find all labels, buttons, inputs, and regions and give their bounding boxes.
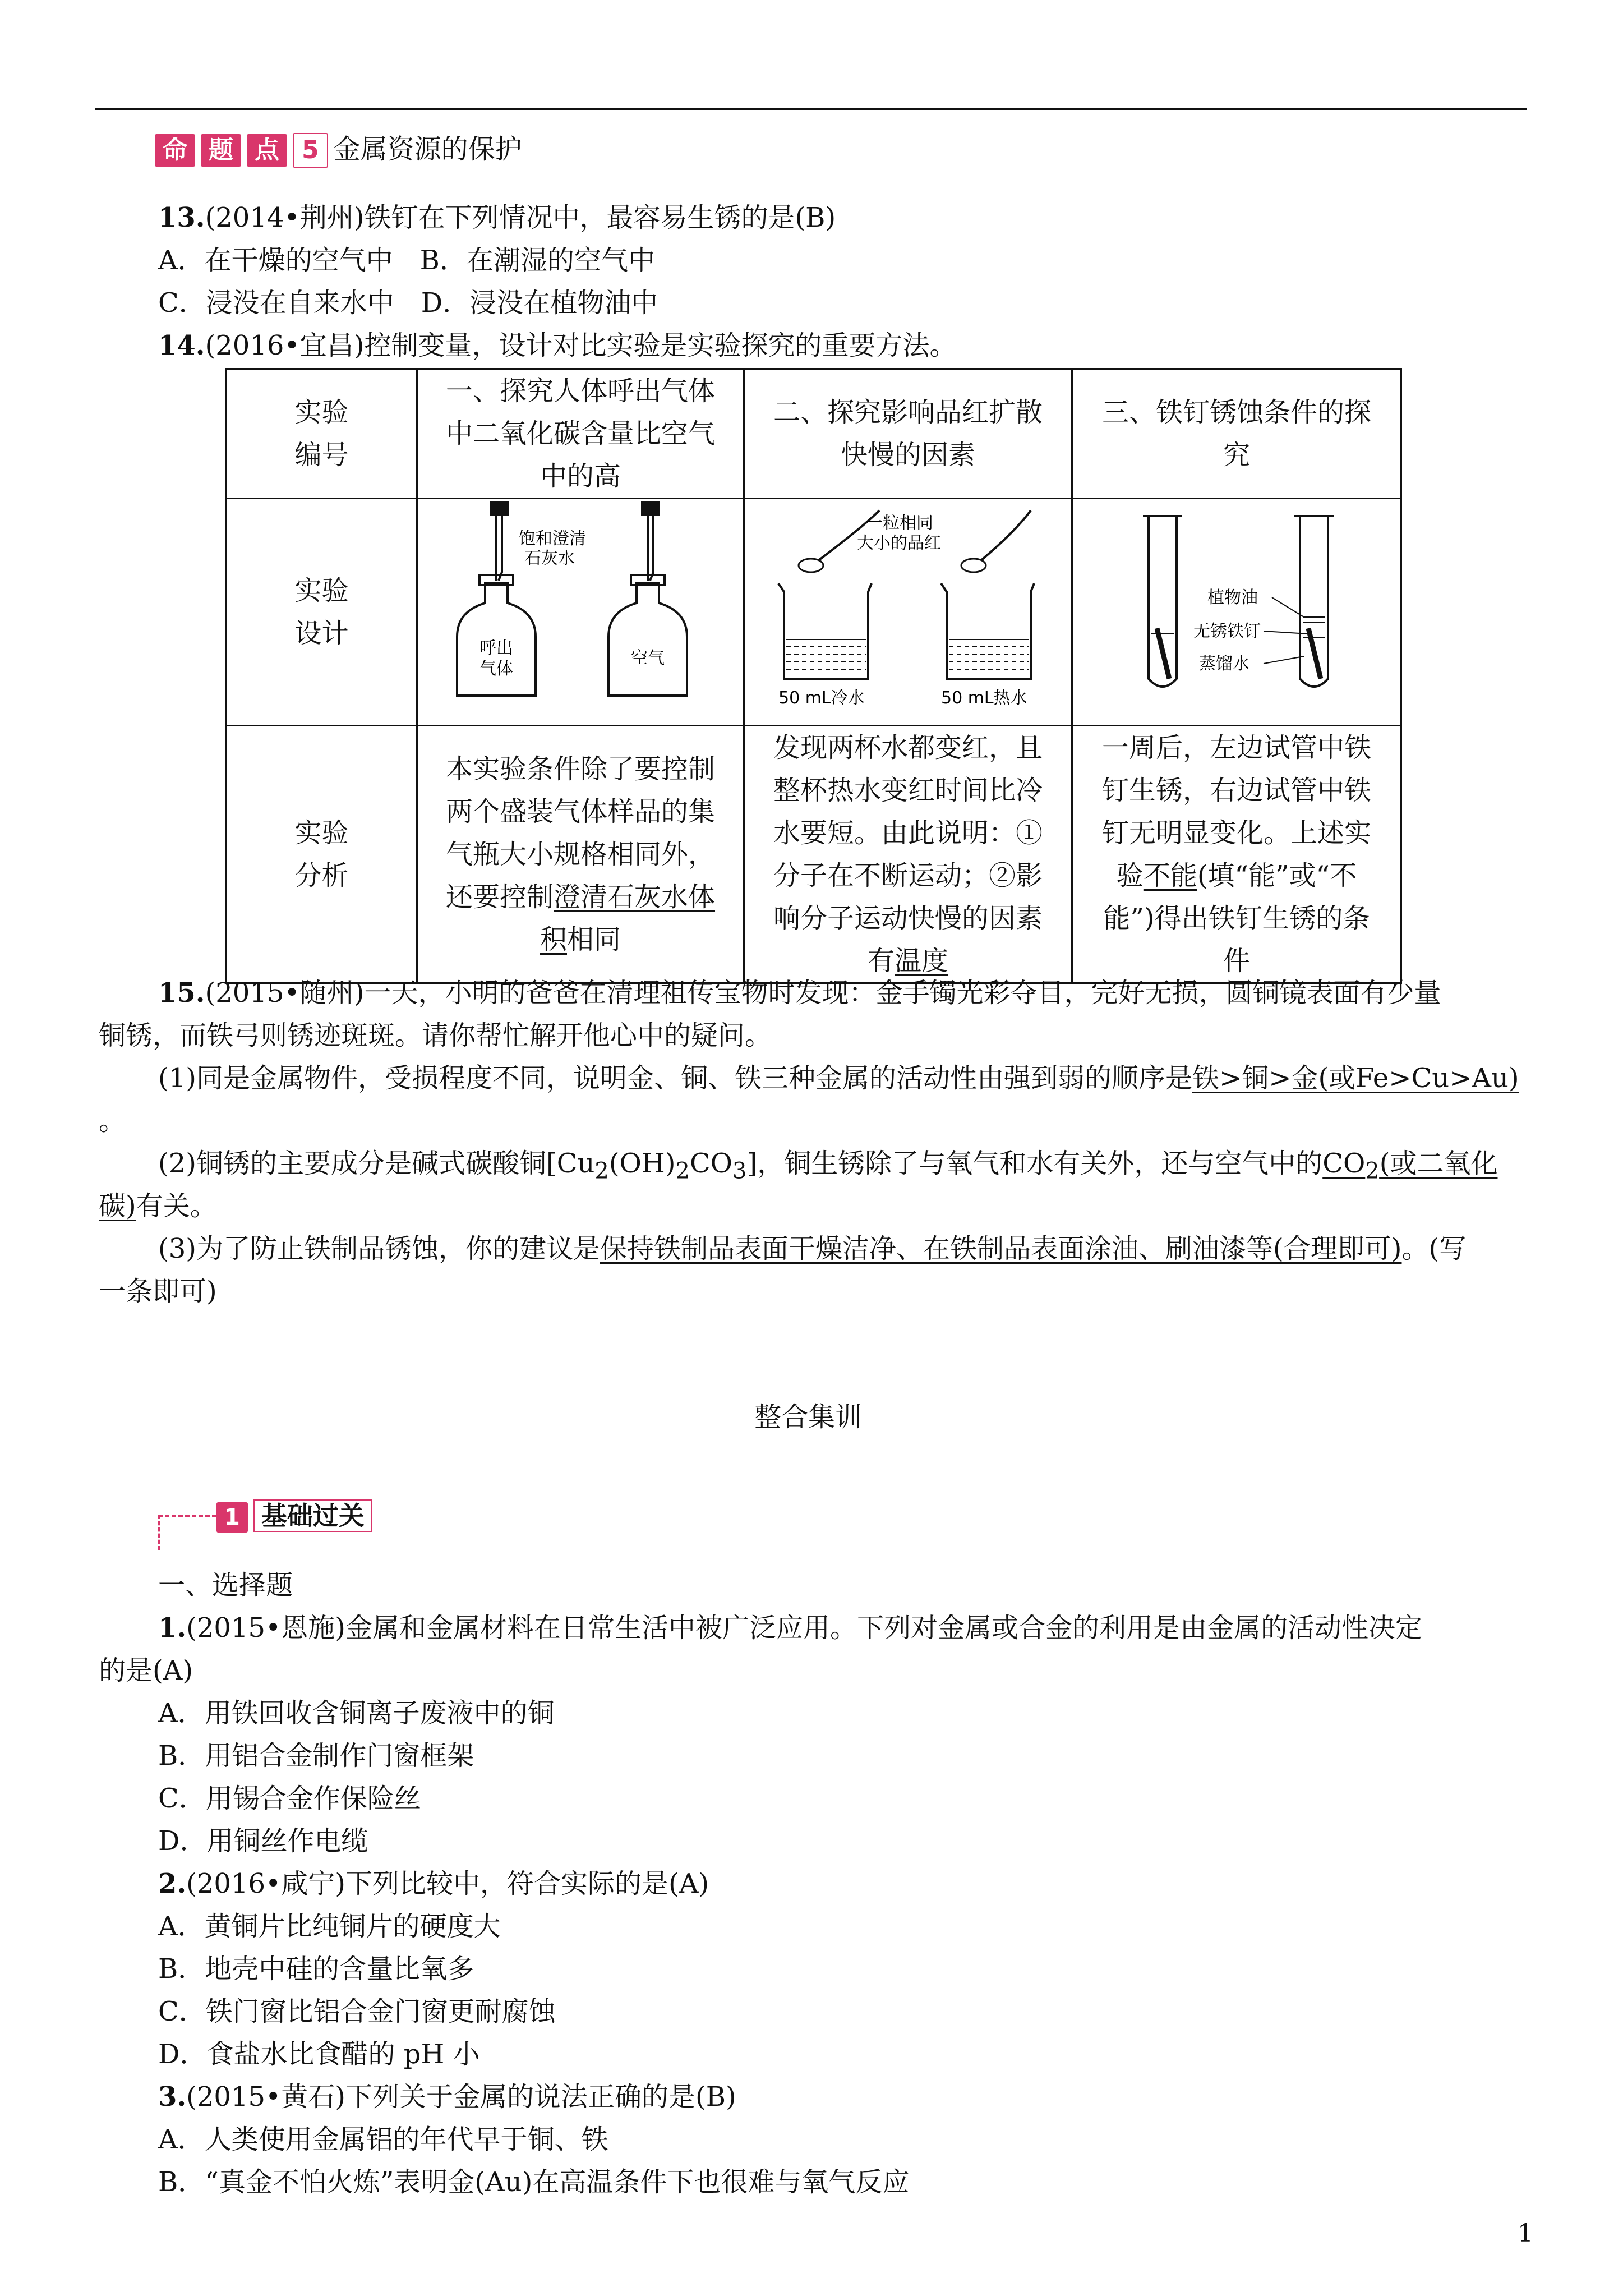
cell-design-fig1 xyxy=(417,499,744,726)
label-exhaled-line1: 呼出 xyxy=(479,638,513,658)
answer-co2: $CO_2$(或二氧化 xyxy=(1322,1148,1498,1184)
q1-stem-line2: 的是(A) xyxy=(99,1655,193,1686)
gas-bottles-figure xyxy=(418,499,743,712)
experiment-table xyxy=(225,368,1402,984)
q1-option-c: C．用锡合金作保险丝 xyxy=(158,1783,421,1814)
section-badge-vdash xyxy=(158,1515,160,1550)
q13-options-cd: C．浸没在自来水中 D．浸没在植物油中 xyxy=(158,287,658,319)
label-reagent-line1: 饱和澄清 xyxy=(519,529,586,549)
q2-stem: 2.(2016•咸宁)下列比较中，符合实际的是(A) xyxy=(158,1868,709,1899)
answer-limewater-volume: 澄清石灰水体 xyxy=(554,881,716,913)
q2-option-a: A．黄铜片比纯铜片的硬度大 xyxy=(158,1911,501,1942)
label-air: 空气 xyxy=(631,648,665,668)
label-reagent-line2: 石灰水 xyxy=(524,549,575,568)
part-title: 一、选择题 xyxy=(158,1570,293,1601)
beakers-figure xyxy=(745,499,1071,712)
label-particle-line2: 大小的品红 xyxy=(857,533,941,553)
topic-badge-4: 5 xyxy=(293,133,328,168)
cell-design-fig3 xyxy=(1072,499,1401,726)
q1-option-a: A．用铁回收含铜离子废液中的铜 xyxy=(158,1697,555,1729)
label-veg-oil: 植物油 xyxy=(1207,588,1258,608)
answer-activity-order: 铁>铜>金(或Fe>Cu>Au) xyxy=(1192,1062,1519,1094)
answer-temperature: 温度 xyxy=(895,945,949,977)
q3-stem: 3.(2015•黄石)下列关于金属的说法正确的是(B) xyxy=(158,2081,736,2113)
section-badge-text: 基础过关 xyxy=(253,1499,372,1532)
label-particle-line1: 一粒相同 xyxy=(866,513,933,533)
table-row-header xyxy=(227,369,1401,499)
topic-title: 金属资源的保护 xyxy=(333,134,522,165)
topic-badge-2: 题 xyxy=(201,134,241,167)
section-badge-number: 1 xyxy=(216,1502,248,1533)
cell-analysis-exp2: 发现两杯水都变红，且 整杯热水变红时间比冷 水要短。由此说明：① 分子在不断运动；②影 响分子运动快慢的因素 有温度 xyxy=(744,726,1072,983)
label-exhaled-line2: 气体 xyxy=(479,659,513,679)
topic-heading xyxy=(155,131,522,168)
q15-part1-end: 。 xyxy=(99,1105,126,1137)
q13-stem: 13.(2014•荆州)铁钉在下列情况中，最容易生锈的是(B) xyxy=(158,202,836,233)
cell-analysis-label: 实验 分析 xyxy=(227,726,417,983)
q1-stem-line1: 1.(2015•恩施)金属和金属材料在日常生活中被广泛应用。下列对金属或合金的利用是由金属的活动性决定 xyxy=(158,1612,1423,1644)
cell-analysis-exp3: 一周后，左边试管中铁 钉生锈，右边试管中铁 钉无明显变化。上述实 验不能(填“能”或“不 能”)得出铁钉生锈的条 件 xyxy=(1072,726,1401,983)
label-hot-water: 50 mL热水 xyxy=(941,688,1027,708)
q13-options-ab: A．在干燥的空气中 B．在潮湿的空气中 xyxy=(158,245,655,276)
cell-analysis-exp1: 本实验条件除了要控制 两个盛装气体样品的集 气瓶大小规格相同外， 还要控制澄清石灰水体 积相同 xyxy=(417,726,744,983)
q3-option-a: A．人类使用金属铝的年代早于铜、铁 xyxy=(158,2124,608,2155)
answer-cannot: 不能 xyxy=(1143,860,1197,891)
q15-part3: (3)为了防止铁制品锈蚀，你的建议是保持铁制品表面干燥洁净、在铁制品表面涂油、刷油漆等(合理即可)。(写 xyxy=(158,1233,1467,1264)
label-cold-water: 50 mL冷水 xyxy=(778,688,865,708)
cell-design-label: 实验 设计 xyxy=(227,499,417,726)
topic-badge-3: 点 xyxy=(247,134,287,167)
cell-header-exp1: 一、探究人体呼出气体 中二氧化碳含量比空气 中的高 xyxy=(417,369,744,499)
table-row-design xyxy=(227,499,1401,726)
q15-stem-line2: 铜锈，而铁弓则锈迹斑斑。请你帮忙解开他心中的疑问。 xyxy=(99,1020,772,1051)
cell-header-exp3: 三、铁钉锈蚀条件的探 究 xyxy=(1072,369,1401,499)
q15-part3-end: 一条即可) xyxy=(99,1276,217,1307)
section-badge-dash xyxy=(158,1515,216,1517)
q15-part2: (2)铜锈的主要成分是碱式碳酸铜$[Cu_2(OH)_2CO_3]$，铜生锈除了与氧气和水有关外，还与空气中的$CO_2$(或二氧化 xyxy=(158,1148,1498,1184)
label-nail: 无锈铁钉 xyxy=(1193,622,1261,641)
q14-stem: 14.(2016•宜昌)控制变量，设计对比实验是实验探究的重要方法。 xyxy=(158,330,957,361)
q15-part2-end: 碳)有关。 xyxy=(99,1190,217,1222)
section-title: 整合集训 xyxy=(754,1401,863,1433)
topic-badge-1: 命 xyxy=(155,134,195,167)
q2-option-c: C．铁门窗比铝合金门窗更耐腐蚀 xyxy=(158,1996,556,2027)
q15-stem-line1: 15.(2015•随州)一天，小明的爸爸在清理祖传宝物时发现：金手镯光彩夺目，完好无损，圆铜镜表面有少量 xyxy=(158,977,1441,1009)
q15-part1: (1)同是金属物件，受损程度不同，说明金、铜、铁三种金属的活动性由强到弱的顺序是铁>铜>金(或Fe>Cu>Au) xyxy=(158,1062,1519,1094)
q2-option-b: B．地壳中硅的含量比氧多 xyxy=(158,1953,474,1985)
cell-header-exp2: 二、探究影响品红扩散 快慢的因素 xyxy=(744,369,1072,499)
page-number: 1 xyxy=(1518,2219,1533,2248)
header-rule xyxy=(95,108,1527,110)
q1-option-d: D．用铜丝作电缆 xyxy=(158,1825,368,1857)
q1-option-b: B．用铝合金制作门窗框架 xyxy=(158,1740,474,1772)
cell-design-fig2 xyxy=(744,499,1072,726)
q2-option-d: D．食盐水比食醋的 pH 小 xyxy=(158,2039,480,2070)
section-badge xyxy=(216,1498,372,1534)
test-tubes-figure xyxy=(1073,499,1400,712)
answer-rust-prevention: 保持铁制品表面干燥洁净、在铁制品表面涂油、刷油漆等(合理即可) xyxy=(600,1233,1402,1264)
q3-option-b: B．“真金不怕火炼”表明金(Au)在高温条件下也很难与氧气反应 xyxy=(158,2166,910,2198)
label-distilled-water: 蒸馏水 xyxy=(1199,654,1249,674)
table-row-analysis xyxy=(227,726,1401,983)
cell-header-number: 实验 编号 xyxy=(227,369,417,499)
